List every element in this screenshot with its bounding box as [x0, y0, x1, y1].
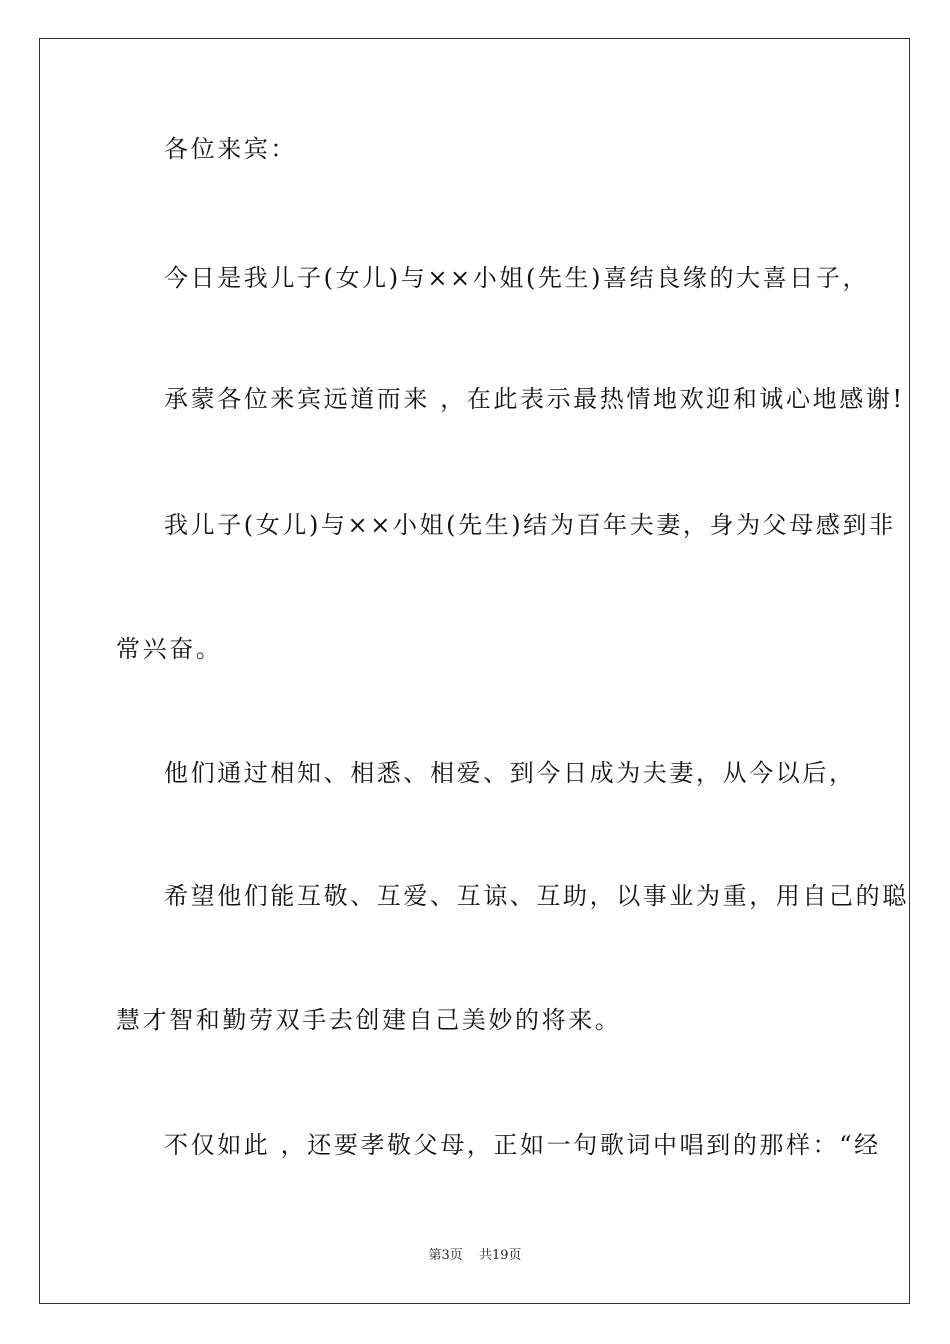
page-footer [0, 1247, 950, 1265]
text-line: 他们通过相知、相悉、相爱、到今日成为夫妻，从今以后， [164, 759, 856, 787]
text-line: 希望他们能互敬、互爱、互谅、互助，以事业为重，用自己的聪 [164, 882, 909, 910]
text-line: 承蒙各位来宾远道而来 ，在此表示最热情地欢迎和诚心地感谢! [164, 385, 905, 413]
text-line: 不仅如此 ，还要孝敬父母，正如一句歌词中唱到的那样：“经 [164, 1131, 881, 1159]
text-line: 我儿子(女儿)与××小姐(先生)结为百年夫妻，身为父母感到非 [164, 511, 896, 539]
text-line: 慧才智和勤劳双手去创建自己美妙的将来。 [116, 1006, 622, 1034]
text-line-greeting: 各位来宾： [164, 135, 297, 163]
text-line: 今日是我儿子(女儿)与××小姐(先生)喜结良缘的大喜日子， [164, 264, 870, 292]
page-number: 第3页 [428, 1248, 463, 1263]
text-line: 常兴奋。 [116, 635, 223, 663]
page-border [39, 38, 910, 1304]
page-total: 共19页 [478, 1248, 522, 1263]
